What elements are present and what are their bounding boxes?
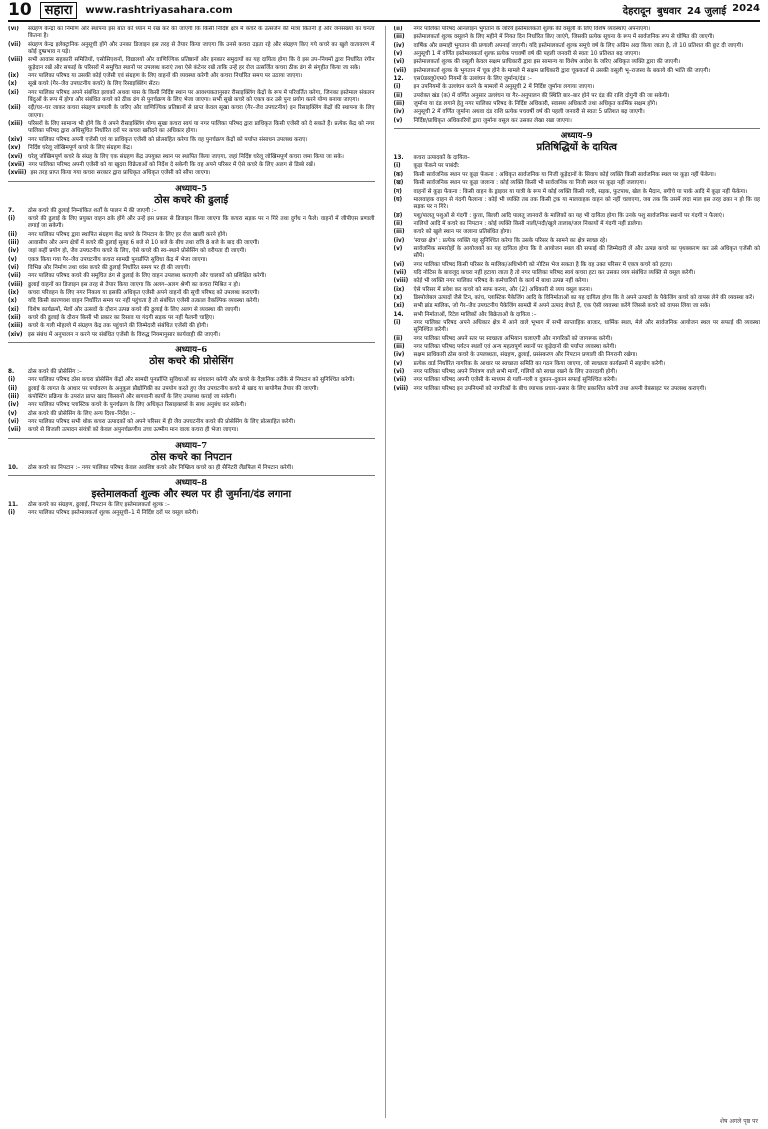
clause-text: सार्वजनिक समारोहों के आयोजकों का यह दायित्व होगा कि वे आयोजन स्थल की सफाई की जिम्मेदारी लें और उत्पन्न कचरे का पृथक्करण कर उसे अधिकृत एजेंसी को सौंपें।	[413, 245, 760, 260]
column-right	[385, 26, 761, 1118]
clause-number: (xiv)	[8, 136, 23, 143]
clause-item	[8, 257, 375, 264]
clause-text: सक्षम प्राधिकारी ठोस कचरे के उपलब्धता, संग्रहण, ढुलाई, प्रसंस्करण और निपटान प्रणाली की निगरानी रखेगा।	[413, 352, 638, 359]
clause-text: डिस्पोजेबल उत्पादों जैसे टिन, कांच, प्लास्टिक पैकेजिंग आदि के विनिर्माताओं का यह दायित्व होगा कि वे अपने उत्पादों के पैकेजिंग कचरे को वापस लेने की व्यवस्था करें।	[413, 294, 755, 301]
clause-number: 13.	[393, 155, 404, 162]
clause-item	[8, 394, 375, 401]
clause-item	[8, 73, 375, 80]
clause-text: किसी सार्वजनिक स्थान पर कूड़ा फेंकना : अधिकृत सार्वजनिक या निजी कूड़ेदानों के सिवाय कोई व्यक्ति किसी सार्वजनिक स्थल पर कूड़ा नहीं फेंकेगा।	[413, 171, 716, 178]
column-left	[8, 26, 375, 1118]
clause-item	[8, 290, 375, 297]
clause-item	[8, 282, 375, 289]
clause-number: (ix)	[393, 286, 405, 293]
clause-text: ऐसे परिसर में प्रवेश कर कचरे को साफ करना, और (2) अधिकारी से व्यय वसूल करना।	[413, 286, 593, 293]
clause-text: आवासीय और अन्य क्षेत्रों में कचरे की ढुलाई सुबह 6 बजे से 10 बजे के बीच तथा रात्रि 8 बजे के बाद की जाएगी।	[28, 239, 260, 246]
clause-number: (viii)	[8, 281, 23, 288]
clause-text: 'स्वच्छ क्षेत्र' : प्रत्येक व्यक्ति यह सुनिश्चित करेगा कि उसके परिसर के सामने का क्षेत्र स्वच्छ रहे।	[413, 237, 608, 244]
clause-text: कचरे से बिजली उत्पादन संयंत्रों को केवल अपुनर्चक्रणीय उच्च ऊष्मीय मान वाला कचरा ही भेजा जाएगा।	[28, 427, 239, 434]
clause-item	[8, 419, 375, 426]
clause-number: (ग)	[393, 188, 402, 195]
clause-item	[394, 238, 761, 245]
clause-item	[8, 510, 375, 517]
clause-number: (xi)	[8, 89, 19, 96]
clause-item	[394, 59, 761, 66]
dateline-date: 24 जुलाई	[687, 6, 727, 17]
clause-item	[394, 295, 761, 302]
clause-number: (vii)	[393, 67, 407, 74]
clause-item	[394, 84, 761, 91]
clause-item	[394, 163, 761, 170]
clause-item	[394, 287, 761, 294]
clause-item	[394, 352, 761, 359]
clause-text: नगर पालिका परिषद अपनी एजेंसी को या खुदरा विक्रेताओं को निर्देश दे सकेगी कि वह अपने परिसर में ऐसे कचरे के लिए अलग से डिब्बे रखें।	[28, 161, 315, 168]
clause-number: (vi)	[8, 264, 19, 271]
clause-item	[8, 240, 375, 247]
clause-number: (x)	[8, 81, 17, 88]
clause-number: (iv)	[8, 248, 19, 255]
clause-number: (xiii)	[8, 323, 23, 330]
clause-number: (i)	[393, 320, 401, 326]
clause-text: ठोस कचरे की प्रोसेसिंग के लिए अन्य दिशा–निर्देश :–	[28, 410, 136, 417]
chapter-title: ठोस कचरे की प्रोसेसिंग	[149, 356, 234, 368]
clause-item	[394, 34, 761, 41]
clause-text: नगर पालिका परिषद पर्यटन स्थलों एवं अन्य महत्वपूर्ण स्थानों पर कूड़ेदानों की पर्याप्त व्यवस्था करेगी।	[413, 344, 617, 351]
dateline-year: 2024	[732, 3, 760, 14]
chapter-heading	[8, 475, 375, 500]
clause-item	[8, 57, 375, 72]
chapter-label: अध्याय–8	[175, 478, 208, 489]
clause-item	[8, 315, 375, 322]
clause-number: (iii)	[8, 394, 20, 401]
clause-item	[8, 465, 375, 472]
clause-item	[8, 42, 375, 57]
clause-number: (i)	[8, 510, 16, 517]
chapter-title: ठोस कचरे का निपटान	[150, 451, 232, 463]
clause-number: (i)	[393, 163, 401, 170]
clause-text: नगर पालिका परिषद किसी परिसर के मालिक/अधिभोगी को नोटिस भेज सकता है कि वह उक्त परिसर में एकत्र कचरे को हटाए।	[413, 261, 673, 268]
clause-text: नगर पालिका परिषद अपनी एजेंसी के माध्यम से गली–गली व दुकान–दुकान सफाई सुनिश्चित करेगी।	[413, 377, 617, 384]
clause-number: (xvi)	[8, 153, 23, 160]
clause-item	[394, 93, 761, 100]
clause-text: सभी निर्माताओं, रिटेल मालिकों और बिक्रेताओं के दायित्व :–	[413, 311, 537, 318]
clause-text: ठोस कचरे का संग्रहण, ढुलाई, निपटान के लिए इस्तेमालकर्ता शुल्क :–	[28, 502, 170, 509]
newspaper-logo: सहारा	[40, 2, 78, 19]
clause-item	[8, 154, 375, 161]
clause-number: (iii)	[393, 229, 405, 236]
clause-text: विशेष कार्यक्रमों, मेलों और उत्सवों के दौरान उत्पन्न कचरे की ढुलाई के लिए अलग से व्यवस्था की जाएगी।	[28, 306, 241, 313]
clause-number: (xi)	[8, 306, 19, 313]
clause-number: (घ)	[393, 196, 403, 203]
clause-text: वाहनों से कूड़ा फेंकना : किसी वाहन के ड्राइवर या यात्री के रूप में कोई व्यक्ति किसी गली, सड़क, फुटपाथ, खेल के मैदान, बगीचे या पार्क आदि में कूड़ा नहीं फेंकेगा।	[413, 188, 748, 195]
clause-item	[394, 155, 761, 162]
clause-number: (i)	[8, 215, 16, 222]
clause-text: यदि किसी कारणवश वाहन निर्धारित समय पर नहीं पहुंचता है तो संबंधित एजेंसी तत्काल वैकल्पिक व्यवस्था करेगी।	[28, 298, 260, 305]
clause-text: किसी सार्वजनिक स्थान पर कूड़ा जलाना : कोई व्यक्ति किसी भी सार्वजनिक या निजी स्थल पर कूड़ा नहीं जलाएगा।	[413, 180, 647, 187]
clause-number: (iii)	[393, 101, 405, 108]
clause-item	[394, 386, 761, 393]
chapter-title: प्रतिषिद्धियों के दायित्व	[536, 142, 617, 154]
clause-number: (ii)	[393, 26, 403, 32]
clause-item	[8, 248, 375, 255]
clause-number: (i)	[8, 377, 16, 384]
clause-item	[8, 273, 375, 280]
clause-text: निर्दिष्ट घरेलू जोखिमपूर्ण कचरे के लिए संग्रहण केंद्र।	[28, 145, 133, 152]
clause-number: (vii)	[393, 269, 407, 276]
clause-item	[394, 278, 761, 285]
clause-item	[8, 145, 375, 152]
chapter-heading	[8, 438, 375, 463]
article-columns	[8, 22, 760, 1118]
clause-item	[8, 26, 375, 41]
clause-item	[8, 332, 375, 339]
clause-item	[8, 232, 375, 239]
chapter-label: अध्याय–5	[175, 183, 208, 194]
clause-text: नगर पालिका परिषद अपनी एजेंसी एवं या प्राधिकृत एजेंसी को प्रोत्साहित करेगा कि वह पुनर्चक्रण केंद्रों को पर्याप्त संसाधन उपलब्ध कराए।	[28, 136, 308, 143]
clause-text: अनुसूची 1 में वर्णित इस्तेमालकर्ता शुल्क प्रत्येक पचवर्षी वर्ष की पहली जनवरी से स्वतः 10 प्रतिशत बढ़ जाएगा।	[413, 51, 641, 58]
clause-text: नगर पालिका परिषद अपने नियंत्रण वाले सभी मार्गों, गलियों को स्वच्छ रखने के लिए उत्तरदायी होगी।	[413, 369, 618, 376]
clause-number: (ii)	[8, 385, 18, 392]
clause-number: (ix)	[8, 289, 19, 296]
clause-number: (ख)	[393, 180, 404, 187]
clause-text: प्रत्येक वार्ड निर्धारित नागरिक के आधार पर स्वच्छता समिति का गठन किया जाएगा, जो स्वच्छता कार्यक्रमों में सहयोग करेगी।	[413, 360, 665, 367]
clause-text: ढुलाई के लागत के आधार पर पर्यावरण के अनुकूल प्रौद्योगिकी का उपयोग करते हुए जैव उपघटनीय कचरे से खाद या बायोगैस तैयार की जाएगी।	[28, 385, 319, 392]
clause-item	[394, 109, 761, 116]
clause-item	[394, 189, 761, 196]
clause-item	[8, 386, 375, 393]
clause-item	[394, 76, 761, 83]
chapter-label: अध्याय–6	[175, 345, 208, 356]
continued-note: शेष अगले पृष्ठ पर	[719, 1118, 758, 1125]
clause-text: ठोस कचरे की प्रोसेसिंग :–	[28, 369, 82, 376]
clause-item	[8, 298, 375, 305]
chapter-title: इस्तेमालकर्ता शुल्क और स्थल पर ही जुर्माना/दंड लगाना	[91, 489, 292, 501]
clause-number: (क)	[393, 171, 404, 178]
clause-number: (vi)	[8, 26, 19, 32]
clause-item	[394, 344, 761, 351]
clause-text: अनुसूची 2 में वर्णित जुर्माना अथवा दंड राशि प्रत्येक पचवर्षी वर्ष की पहली जनवरी से स्वतः 5 प्रतिशत बढ़ जाएगी।	[413, 109, 645, 116]
page-number: 10	[8, 0, 32, 20]
clause-text: एस0डब्लू0एम0 नियमों के उल्लंघन के लिए जुर्माना/दंड :–	[413, 76, 532, 83]
chapter-label: अध्याय–7	[175, 440, 208, 451]
clause-text: इस्तेमालकर्ता शुल्क की वसूली केवल सक्षम प्राधिकारी द्वारा इस सामान्य या विशेष आदेश के जरिए अधिकृत व्यक्ति द्वारा की जाएगी।	[413, 59, 681, 66]
clause-text: नगर पालिका परिषद इन उपनियमों को नागरिकों के बीच व्यापक प्रचार–प्रसार के लिए प्रकाशित करेगी तथा अपनी वेबसाइट पर उपलब्ध कराएगी।	[413, 385, 707, 392]
clause-text: कचरे को खुले स्थान पर जलाना प्रतिबंधित होगा।	[413, 229, 512, 236]
clause-text: नगर पालिका परिषद सभी थोक कचरा उत्पादकों को अपने परिसर में ही जैव उपघटनीय कचरे की प्रोसेसिंग के लिए प्रोत्साहित करेगी।	[28, 419, 296, 426]
clause-item	[8, 307, 375, 314]
clause-number: (v)	[393, 360, 403, 367]
clause-number: (viii)	[393, 278, 409, 285]
clause-item	[394, 303, 761, 310]
chapter-heading	[8, 342, 375, 367]
clause-item	[8, 377, 375, 384]
clause-text: एकत्र किया गया गैर–जैव उपघटनीय कचरा सामग्री पुनर्प्राप्ति सुविधा केंद्र में भेजा जाएगा।	[28, 256, 208, 263]
clause-number: (xii)	[8, 105, 21, 112]
dateline-day: बुधवार	[656, 6, 682, 17]
chapter-label: अध्याय–9	[560, 131, 593, 142]
clause-number: (xiv)	[8, 331, 23, 338]
clause-item	[394, 172, 761, 179]
clause-text: मालवाहक वाहन से गंदगी फैलाना : कोई भी व्यक्ति तब तक किसी ट्रक या मालवाहक वाहन को नहीं चलाएगा, जब तक कि उसमें लदा माल इस तरह ढका न हो कि वह सड़क पर न गिरे।	[413, 196, 760, 211]
clause-text: नगर पालिका परिषद द्वारा स्थापित संग्रहण केंद्र कचरे के निपटान के लिए हर रोज खाली करने होंगे।	[28, 231, 228, 238]
clause-number: (v)	[393, 117, 403, 124]
clause-item	[8, 265, 375, 272]
clause-number: (v)	[393, 245, 403, 252]
clause-item	[8, 411, 375, 418]
clause-number: (iv)	[393, 237, 405, 244]
chapter-heading	[394, 128, 761, 153]
clause-text: ठोस कचरे का निपटान :– नगर पालिका परिषद केवल अवशिष्ट कचरे और निष्क्रिय कचरे का ही सैनिटरी लैंडफिल में निपटान करेगी।	[28, 464, 294, 471]
clause-number: (ix)	[8, 73, 19, 80]
clause-number: (vi)	[393, 261, 405, 268]
clause-item	[8, 162, 375, 169]
clause-text: निर्दिष्ट/प्राधिकृत अधिकारियों द्वारा जुर्माना वसूल कर उसका लेखा रखा जाएगा।	[413, 117, 572, 124]
clause-item	[394, 369, 761, 376]
clause-item	[394, 246, 761, 261]
clause-item	[394, 229, 761, 236]
clause-number: (vi)	[8, 419, 19, 426]
clause-item	[8, 369, 375, 376]
clause-item	[394, 26, 761, 33]
clause-text: इस संबंध में अनुपालन न करने पर संबंधित एजेंसी के विरुद्ध नियमानुसार कार्यवाही की जाएगी।	[28, 331, 221, 338]
clause-number: (iii)	[393, 344, 405, 351]
clause-text: इस्तेमालकर्ता शुल्क के भुगतान में चूक होने के मामले में सक्षम प्राधिकारी द्वारा चूककर्ता से उसकी वसूली भू–राजस्व के बकाये की भांति की जाएगी।	[413, 67, 711, 74]
clause-number: (x)	[393, 294, 403, 301]
clause-number: (i)	[393, 84, 401, 91]
clause-number: (ii)	[393, 220, 403, 227]
clause-item	[394, 197, 761, 212]
clause-number: (iv)	[8, 402, 19, 409]
clause-text: नालियों आदि में कचरे का निपटान : कोई व्यक्ति किसी नाली/नदी/खुले तालाब/जल निकायों में गंदगी नहीं डालेगा।	[413, 220, 643, 227]
clause-number: (ii)	[393, 335, 403, 342]
clause-text: कचरे की ढुलाई के लिए प्रयुक्त वाहन ढके होंगे और उन्हें इस प्रकार से डिजाइन किया जाएगा कि कचरा सड़क पर न गिरे तथा दुर्गंध न फैले। वाहनों में जीपीएस प्रणाली लगाई जा सकेगी।	[28, 215, 375, 230]
clause-text: नगर पालिका परिषद इस्तेमालकर्ता शुल्क अनुसूची–1 में निर्दिष्ट दरों पर वसूल करेगी।	[28, 510, 199, 517]
chapter-heading	[8, 181, 375, 206]
clause-item	[8, 402, 375, 409]
clause-item	[8, 170, 375, 177]
clause-number: (vii)	[8, 41, 21, 48]
clause-text: वार्षिक और छमाही भुगतान की प्रणाली अपनाई जाएगी। यदि इस्तेमालकर्ता शुल्क समूचे वर्ष के लिए अग्रिम अदा किया जाता है, तो 10 प्रतिशत की छूट दी जाएगी।	[413, 42, 744, 49]
clause-text: कोई भी व्यक्ति नगर पालिका परिषद के कर्मचारियों के कार्य में बाधा उत्पन्न नहीं करेगा।	[413, 278, 589, 285]
clause-number: (xvii)	[8, 161, 25, 168]
clause-number: 10.	[8, 464, 19, 471]
clause-text: विभिन्न और निर्माण तथा ध्वंस कचरे की ढुलाई निर्धारित समय पर ही की जाएगी।	[28, 264, 191, 271]
clause-text: कचरे के गली मोहल्ले में संग्रहण केंद्र तक पहुंचाने की जिम्मेदारी संबंधित एजेंसी की होगी।	[28, 323, 208, 330]
clause-number: (ii)	[393, 92, 403, 99]
clause-text: संग्रहण केन्द्रों का निर्माण और स्थापना इस बात को ध्यान में रख कर की जाएगी कि किसी निर्दिष्ट क्षेत्र में कचरे के उत्सर्जन की मात्रा कितनी है और जनसंख्या का घनत्व कितना है।	[28, 26, 375, 40]
clause-number: (iv)	[393, 42, 405, 49]
clause-number: (iii)	[393, 34, 405, 41]
clause-text: नगर पालिका परिषद प्लास्टिक कचरे के पुनर्चक्रण के लिए अधिकृत रिसाइक्लर्स के साथ अनुबंध कर सकेगी।	[28, 402, 247, 409]
clause-item	[394, 213, 761, 220]
clause-number: (v)	[393, 51, 403, 58]
clause-text: घरेलू जोखिमपूर्ण कचरे के संग्रह के लिए एक संग्रहण केंद्र उपयुक्त स्थान पर स्थापित किया जाएगा, जहां निर्दिष्ट घरेलू जोखिमपूर्ण कचरा जमा किया जा सके।	[28, 153, 344, 160]
clause-item	[8, 208, 375, 215]
clause-item	[394, 180, 761, 187]
clause-item	[8, 81, 375, 88]
clause-number: (xiii)	[8, 121, 23, 128]
clause-item	[394, 101, 761, 108]
clause-item	[8, 105, 375, 120]
clause-number: 11.	[8, 502, 19, 509]
clause-item	[394, 270, 761, 277]
clause-text: ढुलाई वाहनों का डिजाइन इस तरह से तैयार किया जाएगा कि अलग–अलग श्रेणी का कचरा मिश्रित न हो।	[28, 281, 241, 288]
clause-number: (iv)	[393, 109, 405, 116]
clause-text: नगर पालिका परिषद ठोस कचरा प्रोसेसिंग केंद्रों और सामग्री पुनर्प्राप्ति सुविधाओं का संचालन करेगी और कचरे के वैज्ञानिक तरीके से निपटान को सुनिश्चित करेगी।	[28, 377, 355, 384]
dateline-city: देहरादून	[622, 6, 651, 17]
clause-text: सभी ब्रांड मालिक, जो गैर–जैव उपघटनीय पैकेजिंग सामग्री में अपने उत्पाद बेचते हैं, एक ऐसी व्यवस्था करेंगे जिससे कचरे को वापस लिया जा सके।	[413, 303, 711, 310]
website-link[interactable]: www.rashtriyasahara.com	[85, 4, 233, 16]
clause-text: नगर पालिका परिषद अपने अधिकार क्षेत्र में आने वाले भूभाग में सभी साप्ताहिक बाजार, धार्मिक स्थल, मेले और सार्वजनिक आयोजन स्थल पर सफाई की व्यवस्था सुनिश्चित करेगी।	[413, 320, 760, 334]
clause-item	[8, 216, 375, 231]
clause-number: (v)	[8, 410, 17, 417]
clause-text: कचरा परिवहन के लिए नगर निकाय या इसकी अधिकृत एजेंसी अपने वाहनों की सूची परिषद को उपलब्ध कराएगी।	[28, 289, 260, 296]
page-header	[8, 0, 760, 22]
clause-item	[8, 121, 375, 136]
clause-number: (vi)	[393, 59, 405, 66]
clause-item	[394, 68, 761, 75]
clause-number: (vii)	[8, 427, 21, 434]
chapter-title: ठोस कचरे की ढुलाई	[154, 194, 229, 206]
clause-text: ठोस कचरे की ढुलाई निम्नांकित शर्तों के पालन में की जाएगी :–	[28, 207, 157, 214]
clause-number: 7.	[8, 207, 15, 214]
clause-number: (vii)	[8, 273, 21, 280]
clause-text: कचरा उत्पादकों के दायित्व–	[413, 155, 470, 162]
clause-item	[8, 427, 375, 434]
clause-text: नगर पालिका परिषद ऑनलाइन भुगतान के जरिये इस्तेमालकर्ता शुल्क की वसूली के लिए विशेष व्यवस्थाएं अपनाएगा।	[413, 26, 651, 32]
clause-number: (vi)	[393, 369, 405, 376]
clause-number: (xi)	[393, 303, 405, 310]
clause-number: (vii)	[393, 377, 407, 384]
clause-item	[8, 323, 375, 330]
clause-text: कंपोस्टिंग प्रक्रिया के उपरांत प्राप्त खाद किसानों और बागवानी कार्यों के लिए उपलब्ध कराई जा सकेगी।	[28, 394, 237, 401]
clause-text: नगर पालिका परिषद कचरे की समुचित ढंग से ढुलाई के लिए वाहन उपलब्ध कराएगी और चालकों को प्रशिक्षित करेगी।	[28, 273, 267, 280]
clause-number: (ii)	[8, 231, 18, 238]
clause-number: (iv)	[393, 352, 405, 359]
clause-text: इस तरह प्राप्त किया गया कचरा सरकार द्वारा प्राधिकृत अधिकृत एजेंसी को सौंपा जाएगा।	[30, 170, 211, 177]
clause-number: (v)	[8, 256, 17, 263]
clause-text: सूखे कचरे (गैर–जैव उपघटनीय कचरे) के लिए रिसाइक्लिंग सेंटर।	[28, 81, 160, 88]
clause-item	[394, 262, 761, 269]
clause-number: 12.	[393, 76, 404, 83]
clause-item	[394, 312, 761, 319]
clause-item	[394, 361, 761, 368]
clause-number: (ङ)	[393, 212, 403, 219]
clause-text: उपरोक्त खंड (क) में वर्णित अनुसार उल्लंघन या गैर–अनुपालन की स्थिति बार–बार होने पर दंड की राशि दोगुनी की जा सकेगी।	[413, 92, 670, 99]
clause-item	[394, 377, 761, 384]
clause-item	[394, 118, 761, 125]
clause-number: (iii)	[8, 239, 20, 246]
clause-text: इन उपनियमों के उल्लंघन करने के मामलों में अनुसूची 2 में निर्दिष्ट जुर्माना लगाया जाएगा।	[413, 84, 595, 91]
clause-number: 8.	[8, 369, 15, 376]
clause-text: यदि नोटिस के बावजूद कचरा नहीं हटाया जाता है तो नगर पालिका परिषद स्वयं कचरा हटा कर उसका व्यय संबंधित व्यक्ति से वसूल करेगी।	[413, 269, 696, 276]
clause-item	[8, 137, 375, 144]
clause-text: कचरे की ढुलाई के दौरान किसी भी प्रकार का रिसाव या गंदगी सड़क पर नहीं फैलनी चाहिए।	[28, 315, 215, 321]
clause-number: 14.	[393, 311, 404, 318]
clause-text: सभी आवास सहकारी समितियों, एसोसिएशनों, विद्यालयों और वाणिज्यिक प्रतिष्ठानों और इनकार समुदायों का यह दायित्व होगा कि वे इस उप–नियमों द्वारा निर्धारित रंगीन कूड़ेदान रखें और सफाई के परिसरों में समुचित स्थानों पर उपलब्ध कराएं तथा ऐसे कंटेनर रखें ताकि उन्हें हर रोज उत्सर्जित कचरा ठीक ढंग से संगृहीत किया जा सके।	[28, 57, 375, 71]
clause-number: (xii)	[8, 315, 21, 321]
clause-text: नगर पालिका परिषद अपने संबंधित इलाकों अथवा पास के किसी निर्दिष्ट स्थान पर आवश्यकतानुसार रीसाइक्लिंग केंद्रों के रूप में परिवर्तित करेगा, जिनका इस्तेमाल संकलन बिंदुओं के रूप में होगा और संबंधित कचरे को ठीक ढंग से पुनर्चक्रण के लिए भेजा जाएगा। सभी सूखे कचरे को एकत्र कर उसे पुनः प्रयोग करने योग्य बनाया जाएगा।	[28, 89, 375, 104]
clause-number: (viii)	[8, 57, 23, 64]
clause-text: जुर्माना या दंड लगाने हेतु नगर पालिका परिषद के निर्दिष्ट अधिकारी, स्वास्थ्य अधिकारी तथा अधिकृत कार्मिक सक्षम होंगे।	[413, 101, 658, 108]
clause-item	[8, 502, 375, 509]
clause-text: नगर पालिका परिषद अपने स्तर पर स्वच्छता अभियान चलाएगी और नागरिकों को जागरूक करेगी।	[413, 335, 613, 342]
clause-text: इस्तेमालकर्ता शुल्क वसूलने के लिए महीने में नियत दिन निर्धारित किए जाएंगे, जिसकी प्रत्येक सूचना के रूप में सार्वजनिक रूप से घोषित की जाएगी।	[413, 34, 715, 41]
clause-text: संग्रहण केन्द्र इलेक्ट्रानिक अनुसूची होंगे और उनका डिजाइन इस तरह से तैयार किया जाएगा कि उनसे कचरा उड़ता रहे और संग्रहण किए गये कचरे का खुले वातावरण में कोई दुष्प्रभाव न पड़े।	[28, 41, 375, 56]
clause-number: (viii)	[393, 385, 409, 392]
clause-item	[394, 336, 761, 343]
clause-text: पशु/पालतू पशुओं से गंदगी : कुत्ता, बिल्ली आदि पालतू जानवरों के मालिकों का यह भी दायित्व होगा कि उनके पशु सार्वजनिक स्थानों पर गंदगी न फैलाएं।	[413, 212, 725, 219]
clause-item	[394, 320, 761, 335]
clause-number: (xv)	[8, 145, 21, 152]
clause-item	[394, 51, 761, 58]
clause-number: (xviii)	[8, 170, 27, 177]
clause-item	[8, 90, 375, 105]
dateline	[623, 3, 760, 17]
clause-item	[394, 43, 761, 50]
clause-text: जहां कहीं प्रयोग हो, जैव उपघटनीय कचरे के लिए, ऐसे कचरे की स्व–स्थाने प्रोसेसिंग को वरीयता दी जाएगी।	[28, 248, 247, 255]
clause-text: रद्दी/घर–घर जाकर कचरा संग्रहण प्रणाली के जरिए और वाणिज्यिक प्रतिष्ठानों से प्राप्त केवल सूखा कचरा (गैर–जैव उपघटनीय) इन रिसाइक्लिंग केंद्रों की स्थापना के लिए जाएगा।	[28, 105, 375, 119]
clause-text: नगर पालिका परिषद या उसकी कोई एजेंसी एवं संग्रहण के लिए वाहनों की व्यवस्था करेगी और कचरा निर्धारित समय पर उठाया जाएगा।	[28, 73, 303, 80]
clause-item	[394, 221, 761, 228]
clause-text: कूड़ा फेंकने पर पाबंदी:	[413, 163, 460, 170]
clause-text: परिसरों के लिए सामान्य भी होंगे कि वे अपने रीसाइक्लिंग योग्य सूखा कचरा स्वयं या नगर पालिका परिषद द्वारा प्राधिकृत किसी एजेंसी को दे सकते हैं। प्रत्येक केंद्र को नगर पालिका परिषद द्वारा अधिसूचित निर्धारित दरों पर कचरा खरीदने का अधिकार होगा।	[28, 121, 375, 135]
clause-number: (x)	[8, 298, 17, 305]
